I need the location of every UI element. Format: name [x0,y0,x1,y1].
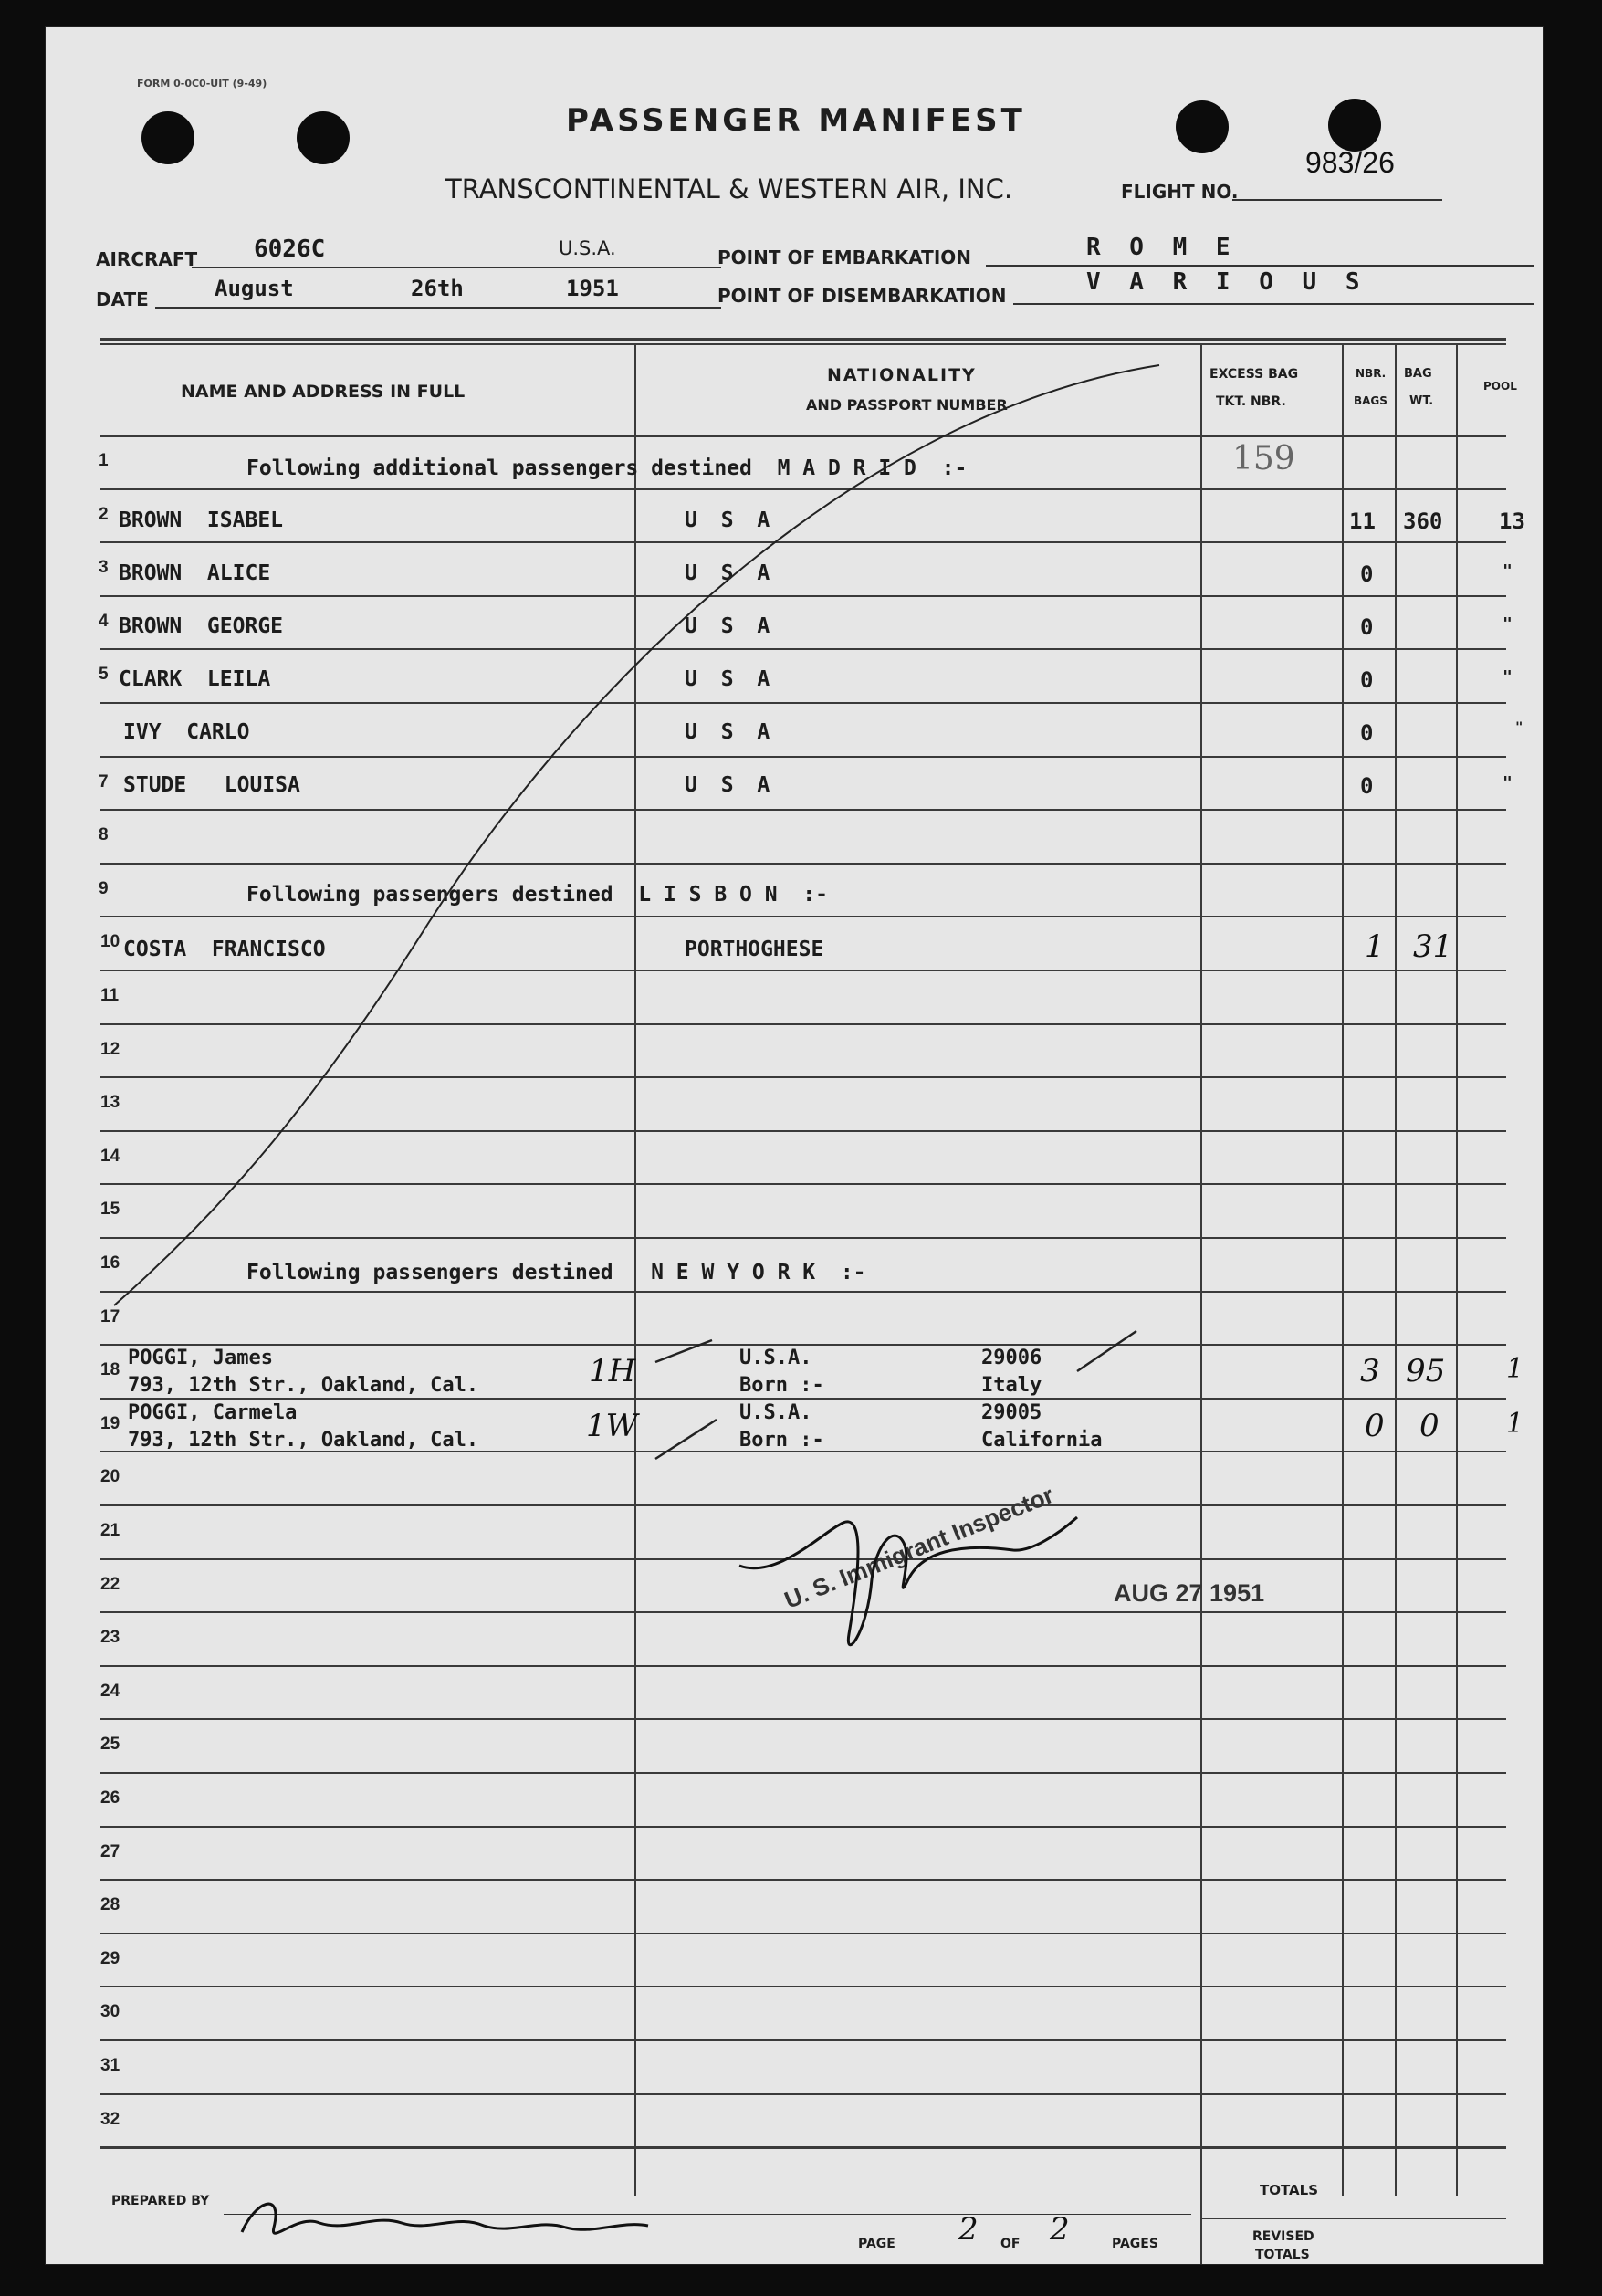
revised-totals-label: TOTALS [1255,2248,1310,2262]
bag-weight: 360 [1403,508,1443,534]
diagonal-strike-line [114,365,1159,1305]
pages-label: PAGES [1112,2237,1158,2251]
row-rule [100,1718,1506,1720]
row-rule [100,1183,1506,1185]
passenger-name: BROWN ALICE [119,561,271,585]
passenger-name: POGGI, James [128,1347,273,1369]
row-number: 8 [99,825,109,844]
passenger-name: CLARK LEILA [119,667,271,691]
punch-hole [141,111,194,164]
bracket-mark [655,1420,717,1459]
row-rule [100,1611,1506,1613]
of-label: OF [1000,2237,1021,2251]
row-number: 25 [100,1735,120,1754]
bag-count: 0 [1360,561,1374,587]
passenger-name: BROWN GEORGE [119,614,284,638]
date-year: 1951 [566,276,619,301]
aircraft-value: 6026C [254,236,326,263]
section-newyork-heading: Following passengers destined N E W Y O R K :- [246,1261,866,1284]
revised-label: REVISED [1252,2229,1314,2244]
stamp-date: AUG 27 1951 [1114,1579,1265,1607]
form-code: FORM 0-0C0-UIT (9-49) [137,78,267,89]
row-number: 12 [100,1040,120,1059]
row-rule [100,756,1506,758]
row-rule [100,809,1506,811]
row-number: 2 [99,505,109,524]
row-number: 17 [100,1307,120,1326]
company-name: TRANSCONTINENTAL & WESTERN AIR, INC. [445,173,1013,204]
row-rule [100,488,1506,490]
row-rule [100,2093,1506,2095]
bag-count: 11 [1349,508,1376,534]
page-number: 2 [958,2211,979,2248]
aircraft-label: AIRCRAFT [96,248,198,270]
row-number: 4 [99,612,109,631]
punch-hole [297,111,350,164]
row-number: 23 [100,1628,120,1647]
row-rule [100,541,1506,543]
embark-label: POINT OF EMBARKATION [717,246,972,268]
row-rule [100,1933,1506,1934]
col-bag-header: BAG [1404,367,1432,381]
born-label: Born :- [739,1429,824,1452]
born-place: Italy [981,1374,1042,1397]
passenger-name: IVY CARLO [123,720,250,744]
row-rule [100,970,1506,971]
disembark-value: V A R I O U S [1086,268,1367,296]
bag-weight: 31 [1413,928,1453,965]
punch-hole [1328,99,1381,152]
row-number: 22 [100,1575,120,1594]
row-rule [100,1879,1506,1881]
bag-count: 0 [1360,667,1374,693]
bag-count: 0 [1360,614,1374,640]
passenger-nationality: PORTHOGHESE [685,938,824,961]
row-number: 31 [100,2056,120,2075]
row-rule [100,1826,1506,1828]
row-rule [100,1398,1506,1400]
excess-ticket-number: 159 [1232,440,1295,477]
aircraft-country: U.S.A. [559,237,616,259]
row-number: 27 [100,1842,120,1861]
row-rule [100,648,1506,650]
row-number: 30 [100,2002,120,2021]
born-place: California [981,1429,1103,1452]
prepared-by-label: PREPARED BY [111,2194,210,2208]
bag-count: 0 [1365,1408,1385,1444]
row-rule [100,1023,1506,1025]
pool-ditto: " [1503,773,1513,792]
punch-hole [1176,100,1229,153]
row-rule [100,1986,1506,1987]
passenger-name: POGGI, Carmela [128,1401,298,1424]
bag-count: 0 [1360,720,1374,746]
flight-number: 983/26 [1305,146,1395,179]
bag-weight: 95 [1406,1353,1446,1389]
row-rule [100,595,1506,597]
row-number: 9 [99,879,109,898]
row-rule [100,863,1506,865]
passenger-nationality: U.S.A. [739,1347,812,1369]
check-mark [1077,1331,1136,1371]
col-nbr-header: NBR. [1356,367,1387,380]
disembark-label: POINT OF DISEMBARKATION [717,285,1007,307]
col-nationality-subheader: AND PASSPORT NUMBER [806,396,1008,414]
row-rule [100,1558,1506,1560]
pool-ditto: " [1503,614,1513,634]
date-month: August [215,276,294,301]
pool-value: 1 [1506,1353,1524,1385]
row-number: 21 [100,1521,120,1540]
pen-strokes [46,27,1543,2264]
passenger-nationality: U.S.A. [739,1401,812,1424]
row-number: 19 [100,1414,120,1433]
section-madrid-heading: Following additional passengers destined M A D R I D :- [246,456,968,480]
embark-value: R O M E [1086,234,1238,261]
page-title: PASSENGER MANIFEST [566,102,1026,139]
row-number: 14 [100,1147,120,1166]
passenger-name: STUDE LOUISA [123,773,300,797]
bag-count: 1 [1365,928,1385,965]
row-number: 24 [100,1682,120,1701]
passenger-address: 793, 12th Str., Oakland, Cal. [128,1429,479,1452]
row-rule [100,1291,1506,1293]
row-number: 29 [100,1949,120,1968]
bag-count: 3 [1360,1353,1380,1389]
col-nbr-subheader: BAGS [1354,394,1387,407]
passport-number: 29006 [981,1347,1042,1369]
passenger-nationality: U S A [685,720,776,744]
row-number: 28 [100,1895,120,1914]
row-number: 18 [100,1360,120,1379]
page-total: 2 [1050,2211,1070,2248]
col-excess-header: EXCESS BAG [1209,367,1299,382]
row-number: 7 [99,772,109,792]
row-number: 13 [100,1093,120,1112]
totals-label: TOTALS [1260,2182,1319,2198]
row-rule [100,1344,1506,1346]
passport-number: 29005 [981,1401,1042,1424]
passenger-nationality: U S A [685,561,776,585]
page-label: PAGE [858,2237,895,2251]
passenger-name: BROWN ISABEL [119,508,284,532]
preparer-signature [242,2204,648,2233]
row-number: 10 [100,932,120,951]
passenger-address: 793, 12th Str., Oakland, Cal. [128,1374,479,1397]
row-rule [100,1665,1506,1667]
passenger-nationality: U S A [685,614,776,638]
row-rule [100,1772,1506,1774]
col-name-header: NAME AND ADDRESS IN FULL [181,382,466,402]
pool-value: 13 [1499,508,1525,534]
born-label: Born :- [739,1374,824,1397]
col-nationality-header: NATIONALITY [827,365,977,385]
row-rule [100,2146,1506,2149]
passenger-nationality: U S A [685,773,776,797]
row-number: 5 [99,665,109,684]
date-label: DATE [96,288,149,310]
pool-value: 1 [1506,1408,1524,1440]
pool-ditto: " [1515,720,1523,735]
row-number: 3 [99,558,109,577]
row-number: 20 [100,1467,120,1486]
row-rule [100,2039,1506,2041]
manifest-sheet [46,27,1543,2264]
inspector-stamp: U. S. Immigrant Inspector [780,1481,1058,1614]
handwritten-mark: 1H [589,1353,636,1389]
bag-count: 0 [1360,773,1374,799]
col-excess-subheader: TKT. NBR. [1216,394,1286,409]
row-number: 16 [100,1253,120,1273]
col-wt-header: WT. [1409,394,1434,408]
row-rule [100,1076,1506,1078]
passenger-nationality: U S A [685,667,776,691]
passenger-name: COSTA FRANCISCO [123,938,326,961]
passenger-nationality: U S A [685,508,776,532]
row-rule [100,702,1506,704]
row-rule [100,1237,1506,1239]
row-number: 15 [100,1200,120,1219]
flight-label: FLIGHT NO. [1121,181,1239,203]
bag-weight: 0 [1419,1408,1440,1444]
handwritten-mark: 1W [586,1408,638,1444]
col-pool-header: POOL [1483,380,1517,393]
row-number: 11 [100,986,120,1005]
row-rule [100,1504,1506,1506]
row-number: 32 [100,2110,120,2129]
section-lisbon-heading: Following passengers destined L I S B O N :- [246,883,828,907]
pool-ditto: " [1503,667,1513,687]
row-rule [100,916,1506,917]
pool-ditto: " [1503,561,1513,581]
date-day: 26th [411,276,464,301]
row-number: 1 [99,451,109,470]
row-rule [100,1130,1506,1132]
row-number: 26 [100,1788,120,1808]
